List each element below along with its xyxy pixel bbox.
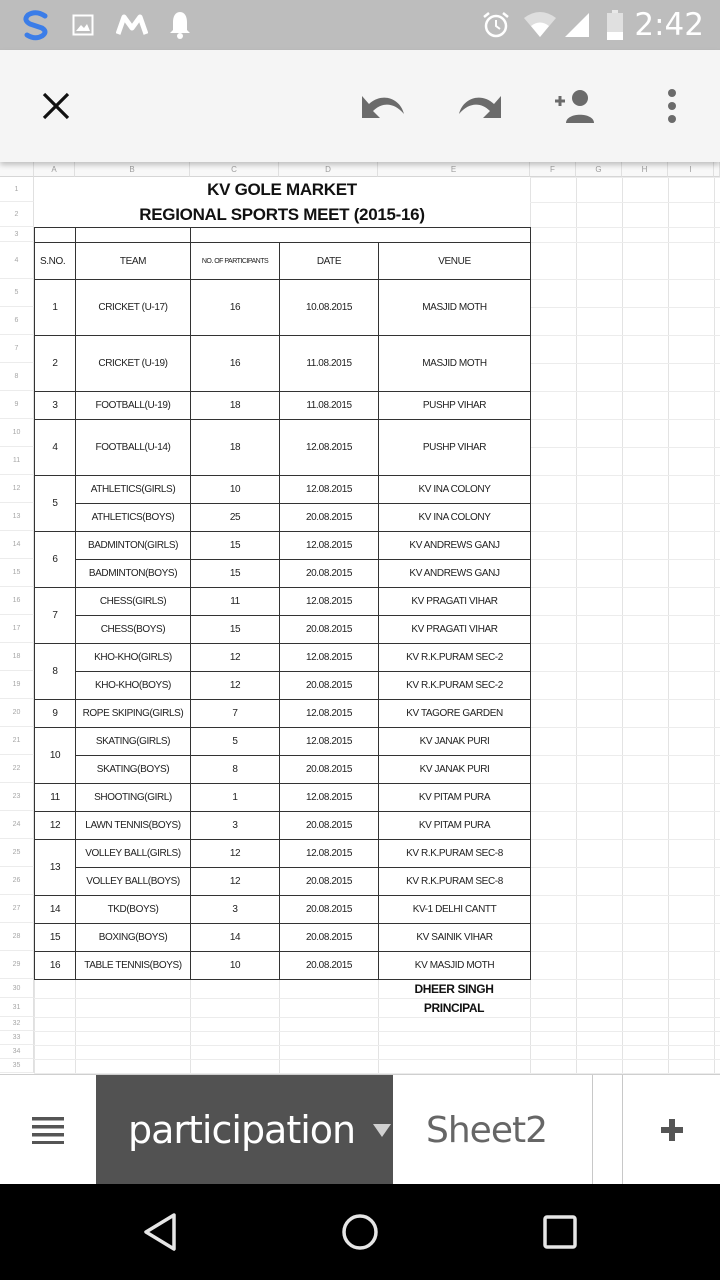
row-header[interactable]: 32 — [0, 1017, 34, 1031]
team-cell[interactable]: BOXING(BOYS) — [75, 923, 191, 952]
team-cell[interactable]: SKATING(BOYS) — [75, 755, 191, 784]
header-sno[interactable]: S.NO. — [34, 242, 76, 280]
tab-participation-label: participation — [128, 1108, 356, 1152]
add-sheet-button[interactable] — [623, 1075, 720, 1185]
sno-cell[interactable]: 12 — [34, 811, 76, 840]
venue-cell[interactable]: KV R.K.PURAM SEC-8 — [378, 839, 531, 868]
row-header[interactable]: 31 — [0, 998, 34, 1017]
column-header-i[interactable]: I — [668, 162, 714, 177]
team-cell[interactable]: ATHLETICS(GIRLS) — [75, 475, 191, 504]
row-header[interactable]: 20 — [0, 699, 34, 727]
row-header[interactable]: 26 — [0, 867, 34, 895]
team-cell[interactable]: TABLE TENNIS(BOYS) — [75, 951, 191, 980]
m-app-icon — [114, 0, 150, 50]
dropdown-caret-icon[interactable] — [373, 1124, 391, 1137]
row-header[interactable]: 24 — [0, 811, 34, 839]
date-cell[interactable]: 20.08.2015 — [279, 559, 379, 588]
sno-cell[interactable]: 11 — [34, 783, 76, 812]
row-header[interactable]: 10 — [0, 419, 34, 447]
date-cell[interactable]: 11.08.2015 — [279, 391, 379, 420]
participants-cell[interactable]: 11 — [190, 587, 280, 616]
add-person-icon — [552, 88, 600, 124]
date-cell[interactable]: 12.08.2015 — [279, 643, 379, 672]
sno-cell[interactable]: 7 — [34, 587, 76, 644]
signatory-title[interactable]: PRINCIPAL — [423, 1000, 485, 1015]
participants-cell[interactable]: 15 — [190, 559, 280, 588]
team-cell[interactable]: VOLLEY BALL(GIRLS) — [75, 839, 191, 868]
participants-cell[interactable]: 25 — [190, 503, 280, 532]
row-header[interactable]: 11 — [0, 447, 34, 475]
row-header[interactable]: 5 — [0, 279, 34, 307]
sno-cell[interactable]: 13 — [34, 839, 76, 896]
date-cell[interactable]: 12.08.2015 — [279, 419, 379, 476]
venue-cell[interactable]: KV JANAK PURI — [378, 755, 531, 784]
column-gridline — [714, 162, 715, 1074]
blank-cell[interactable] — [75, 227, 191, 243]
date-cell[interactable]: 20.08.2015 — [279, 867, 379, 896]
venue-cell[interactable]: KV JANAK PURI — [378, 727, 531, 756]
column-header-f[interactable]: F — [530, 162, 576, 177]
venue-cell[interactable]: KV INA COLONY — [378, 503, 531, 532]
row-header[interactable]: 27 — [0, 895, 34, 923]
participants-cell[interactable]: 12 — [190, 643, 280, 672]
venue-cell[interactable]: KV MASJID MOTH — [378, 951, 531, 980]
participants-cell[interactable]: 3 — [190, 811, 280, 840]
header-team[interactable]: TEAM — [75, 242, 191, 280]
date-cell[interactable]: 12.08.2015 — [279, 475, 379, 504]
row-header[interactable]: 16 — [0, 587, 34, 615]
column-header-c[interactable]: C — [190, 162, 279, 177]
status-bar — [0, 0, 720, 50]
date-cell[interactable]: 20.08.2015 — [279, 615, 379, 644]
row-header[interactable]: 9 — [0, 391, 34, 419]
date-cell[interactable]: 10.08.2015 — [279, 279, 379, 336]
row-header[interactable]: 28 — [0, 923, 34, 951]
row-header[interactable]: 8 — [0, 363, 34, 391]
date-cell[interactable]: 12.08.2015 — [279, 587, 379, 616]
participants-cell[interactable]: 16 — [190, 279, 280, 336]
tab-sheet2-label: Sheet2 — [426, 1109, 547, 1151]
team-cell[interactable]: BADMINTON(BOYS) — [75, 559, 191, 588]
sheet-list-icon — [31, 1116, 65, 1144]
participants-cell[interactable]: 18 — [190, 419, 280, 476]
sheet-title[interactable]: KV GOLE MARKET — [34, 177, 530, 202]
participants-cell[interactable]: 12 — [190, 839, 280, 868]
sno-cell[interactable]: 3 — [34, 391, 76, 420]
sno-cell[interactable]: 5 — [34, 475, 76, 532]
team-cell[interactable]: LAWN TENNIS(BOYS) — [75, 811, 191, 840]
row-gridline — [34, 1017, 720, 1018]
venue-cell[interactable]: PUSHP VIHAR — [378, 391, 531, 420]
participants-cell[interactable]: 3 — [190, 895, 280, 924]
date-cell[interactable]: 20.08.2015 — [279, 951, 379, 980]
row-header[interactable]: 21 — [0, 727, 34, 755]
team-cell[interactable]: CRICKET (U-17) — [75, 279, 191, 336]
sheet-subtitle[interactable]: REGIONAL SPORTS MEET (2015-16) — [34, 202, 530, 227]
alarm-icon — [480, 0, 512, 50]
column-header-e[interactable]: E — [378, 162, 530, 177]
redo-icon — [457, 92, 503, 120]
column-gridline — [622, 162, 623, 1074]
venue-cell[interactable]: KV PRAGATI VIHAR — [378, 587, 531, 616]
venue-cell[interactable]: KV R.K.PURAM SEC-2 — [378, 643, 531, 672]
venue-cell[interactable]: MASJID MOTH — [378, 279, 531, 336]
row-header[interactable]: 15 — [0, 559, 34, 587]
wifi-icon — [522, 0, 558, 50]
sno-cell[interactable]: 1 — [34, 279, 76, 336]
participants-cell[interactable]: 14 — [190, 923, 280, 952]
row-header[interactable]: 7 — [0, 335, 34, 363]
team-cell[interactable]: CHESS(GIRLS) — [75, 587, 191, 616]
date-cell[interactable]: 12.08.2015 — [279, 531, 379, 560]
row-header[interactable]: 23 — [0, 783, 34, 811]
sno-cell[interactable]: 4 — [34, 419, 76, 476]
sno-cell[interactable]: 15 — [34, 923, 76, 952]
spreadsheet-grid[interactable] — [0, 162, 720, 1074]
row-header[interactable]: 25 — [0, 839, 34, 867]
date-cell[interactable]: 12.08.2015 — [279, 839, 379, 868]
team-cell[interactable]: KHO-KHO(GIRLS) — [75, 643, 191, 672]
participants-cell[interactable]: 7 — [190, 699, 280, 728]
participants-cell[interactable]: 5 — [190, 727, 280, 756]
venue-cell[interactable]: KV ANDREWS GANJ — [378, 531, 531, 560]
row-header[interactable]: 33 — [0, 1031, 34, 1045]
row-header[interactable]: 18 — [0, 643, 34, 671]
column-header-d[interactable]: D — [279, 162, 378, 177]
clock: 2:42 — [634, 7, 704, 43]
date-cell[interactable]: 11.08.2015 — [279, 335, 379, 392]
column-header-g[interactable]: G — [576, 162, 622, 177]
close-icon — [41, 91, 71, 121]
more-options-button[interactable] — [644, 78, 700, 134]
team-cell[interactable]: ATHLETICS(BOYS) — [75, 503, 191, 532]
signal-icon — [562, 0, 592, 50]
blank-cell[interactable] — [190, 227, 531, 243]
venue-cell[interactable]: KV INA COLONY — [378, 475, 531, 504]
row-gridline — [34, 1059, 720, 1060]
row-header[interactable]: 35 — [0, 1059, 34, 1073]
sno-cell[interactable]: 2 — [34, 335, 76, 392]
row-gridline — [34, 1031, 720, 1032]
participants-cell[interactable]: 15 — [190, 531, 280, 560]
team-cell[interactable]: SHOOTING(GIRL) — [75, 783, 191, 812]
undo-icon — [360, 92, 406, 120]
date-cell[interactable]: 12.08.2015 — [279, 699, 379, 728]
navigation-bar — [0, 1184, 720, 1280]
column-header-b[interactable]: B — [75, 162, 190, 177]
participants-cell[interactable]: 1 — [190, 783, 280, 812]
row-header[interactable]: 3 — [0, 227, 34, 242]
date-cell[interactable]: 20.08.2015 — [279, 671, 379, 700]
column-gridline — [576, 162, 577, 1074]
share-button[interactable] — [548, 78, 604, 134]
recents-button[interactable] — [530, 1202, 590, 1262]
venue-cell[interactable]: KV TAGORE GARDEN — [378, 699, 531, 728]
participants-cell[interactable]: 18 — [190, 391, 280, 420]
team-cell[interactable]: FOOTBALL(U-14) — [75, 419, 191, 476]
row-header[interactable]: 19 — [0, 671, 34, 699]
corner-select-all[interactable] — [0, 162, 34, 177]
date-cell[interactable]: 12.08.2015 — [279, 783, 379, 812]
row-header[interactable]: 17 — [0, 615, 34, 643]
undo-button[interactable] — [355, 78, 411, 134]
team-cell[interactable]: SKATING(GIRLS) — [75, 727, 191, 756]
sno-cell[interactable]: 6 — [34, 531, 76, 588]
close-button[interactable] — [28, 78, 84, 134]
sno-cell[interactable]: 8 — [34, 643, 76, 700]
back-button[interactable] — [130, 1202, 190, 1262]
date-cell[interactable]: 12.08.2015 — [279, 727, 379, 756]
sno-cell[interactable]: 10 — [34, 727, 76, 784]
venue-cell[interactable]: KV R.K.PURAM SEC-2 — [378, 671, 531, 700]
app-s-icon — [18, 0, 54, 50]
participants-cell[interactable]: 15 — [190, 615, 280, 644]
participants-cell[interactable]: 12 — [190, 867, 280, 896]
row-header[interactable]: 22 — [0, 755, 34, 783]
column-gridline — [668, 162, 669, 1074]
row-header[interactable]: 34 — [0, 1045, 34, 1059]
toolbar — [0, 50, 720, 162]
column-header-a[interactable]: A — [34, 162, 75, 177]
team-cell[interactable]: TKD(BOYS) — [75, 895, 191, 924]
row-gridline — [34, 1045, 720, 1046]
home-icon — [341, 1213, 379, 1251]
team-cell[interactable]: FOOTBALL(U-19) — [75, 391, 191, 420]
participants-cell[interactable]: 8 — [190, 755, 280, 784]
venue-cell[interactable]: KV R.K.PURAM SEC-8 — [378, 867, 531, 896]
sheet-tabs-bar — [0, 1074, 720, 1184]
venue-cell[interactable]: KV-1 DELHI CANTT — [378, 895, 531, 924]
date-cell[interactable]: 20.08.2015 — [279, 811, 379, 840]
date-cell[interactable]: 20.08.2015 — [279, 503, 379, 532]
row-header[interactable]: 29 — [0, 951, 34, 979]
signatory-name[interactable]: DHEER SINGH — [414, 981, 494, 996]
sno-cell[interactable]: 9 — [34, 699, 76, 728]
redo-button[interactable] — [452, 78, 508, 134]
header-venue[interactable]: VENUE — [378, 242, 531, 280]
header-date[interactable]: DATE — [279, 242, 379, 280]
team-cell[interactable]: BADMINTON(GIRLS) — [75, 531, 191, 560]
row-header[interactable]: 6 — [0, 307, 34, 335]
more-vert-icon — [666, 88, 678, 124]
tab-sheet2[interactable] — [393, 1075, 593, 1185]
sno-cell[interactable]: 16 — [34, 951, 76, 980]
participants-cell[interactable]: 10 — [190, 951, 280, 980]
team-cell[interactable]: CRICKET (U-19) — [75, 335, 191, 392]
tab-divider — [593, 1075, 623, 1185]
blank-cell[interactable] — [34, 227, 76, 243]
back-icon — [142, 1212, 178, 1252]
sno-cell[interactable]: 14 — [34, 895, 76, 924]
row-header[interactable]: 30 — [0, 979, 34, 998]
column-header-h[interactable]: H — [622, 162, 668, 177]
venue-cell[interactable]: KV PITAM PURA — [378, 783, 531, 812]
battery-icon — [604, 0, 626, 50]
team-cell[interactable]: ROPE SKIPING(GIRLS) — [75, 699, 191, 728]
date-cell[interactable]: 20.08.2015 — [279, 755, 379, 784]
sheet-list-button[interactable] — [0, 1075, 96, 1185]
date-cell[interactable]: 20.08.2015 — [279, 895, 379, 924]
row-header[interactable]: 1 — [0, 177, 34, 202]
participants-cell[interactable]: 16 — [190, 335, 280, 392]
header-participants[interactable]: NO. OF PARTICIPANTS — [190, 242, 280, 280]
row-header[interactable]: 12 — [0, 475, 34, 503]
row-header[interactable]: 4 — [0, 242, 34, 279]
row-header[interactable]: 13 — [0, 503, 34, 531]
column-header-rest — [714, 162, 720, 177]
venue-cell[interactable]: KV PRAGATI VIHAR — [378, 615, 531, 644]
team-cell[interactable]: CHESS(BOYS) — [75, 615, 191, 644]
image-icon — [70, 0, 96, 50]
notification-bell-icon — [166, 0, 194, 50]
team-cell[interactable]: VOLLEY BALL(BOYS) — [75, 867, 191, 896]
participants-cell[interactable]: 12 — [190, 671, 280, 700]
home-button[interactable] — [330, 1202, 390, 1262]
add-sheet-icon — [660, 1118, 684, 1142]
row-header[interactable]: 14 — [0, 531, 34, 559]
venue-cell[interactable]: PUSHP VIHAR — [378, 419, 531, 476]
venue-cell[interactable]: KV SAINIK VIHAR — [378, 923, 531, 952]
row-header[interactable]: 2 — [0, 202, 34, 227]
date-cell[interactable]: 20.08.2015 — [279, 923, 379, 952]
participants-cell[interactable]: 10 — [190, 475, 280, 504]
team-cell[interactable]: KHO-KHO(BOYS) — [75, 671, 191, 700]
recents-icon — [543, 1215, 577, 1249]
tab-participation[interactable] — [96, 1075, 393, 1185]
venue-cell[interactable]: KV PITAM PURA — [378, 811, 531, 840]
row-gridline — [34, 998, 720, 999]
venue-cell[interactable]: KV ANDREWS GANJ — [378, 559, 531, 588]
venue-cell[interactable]: MASJID MOTH — [378, 335, 531, 392]
